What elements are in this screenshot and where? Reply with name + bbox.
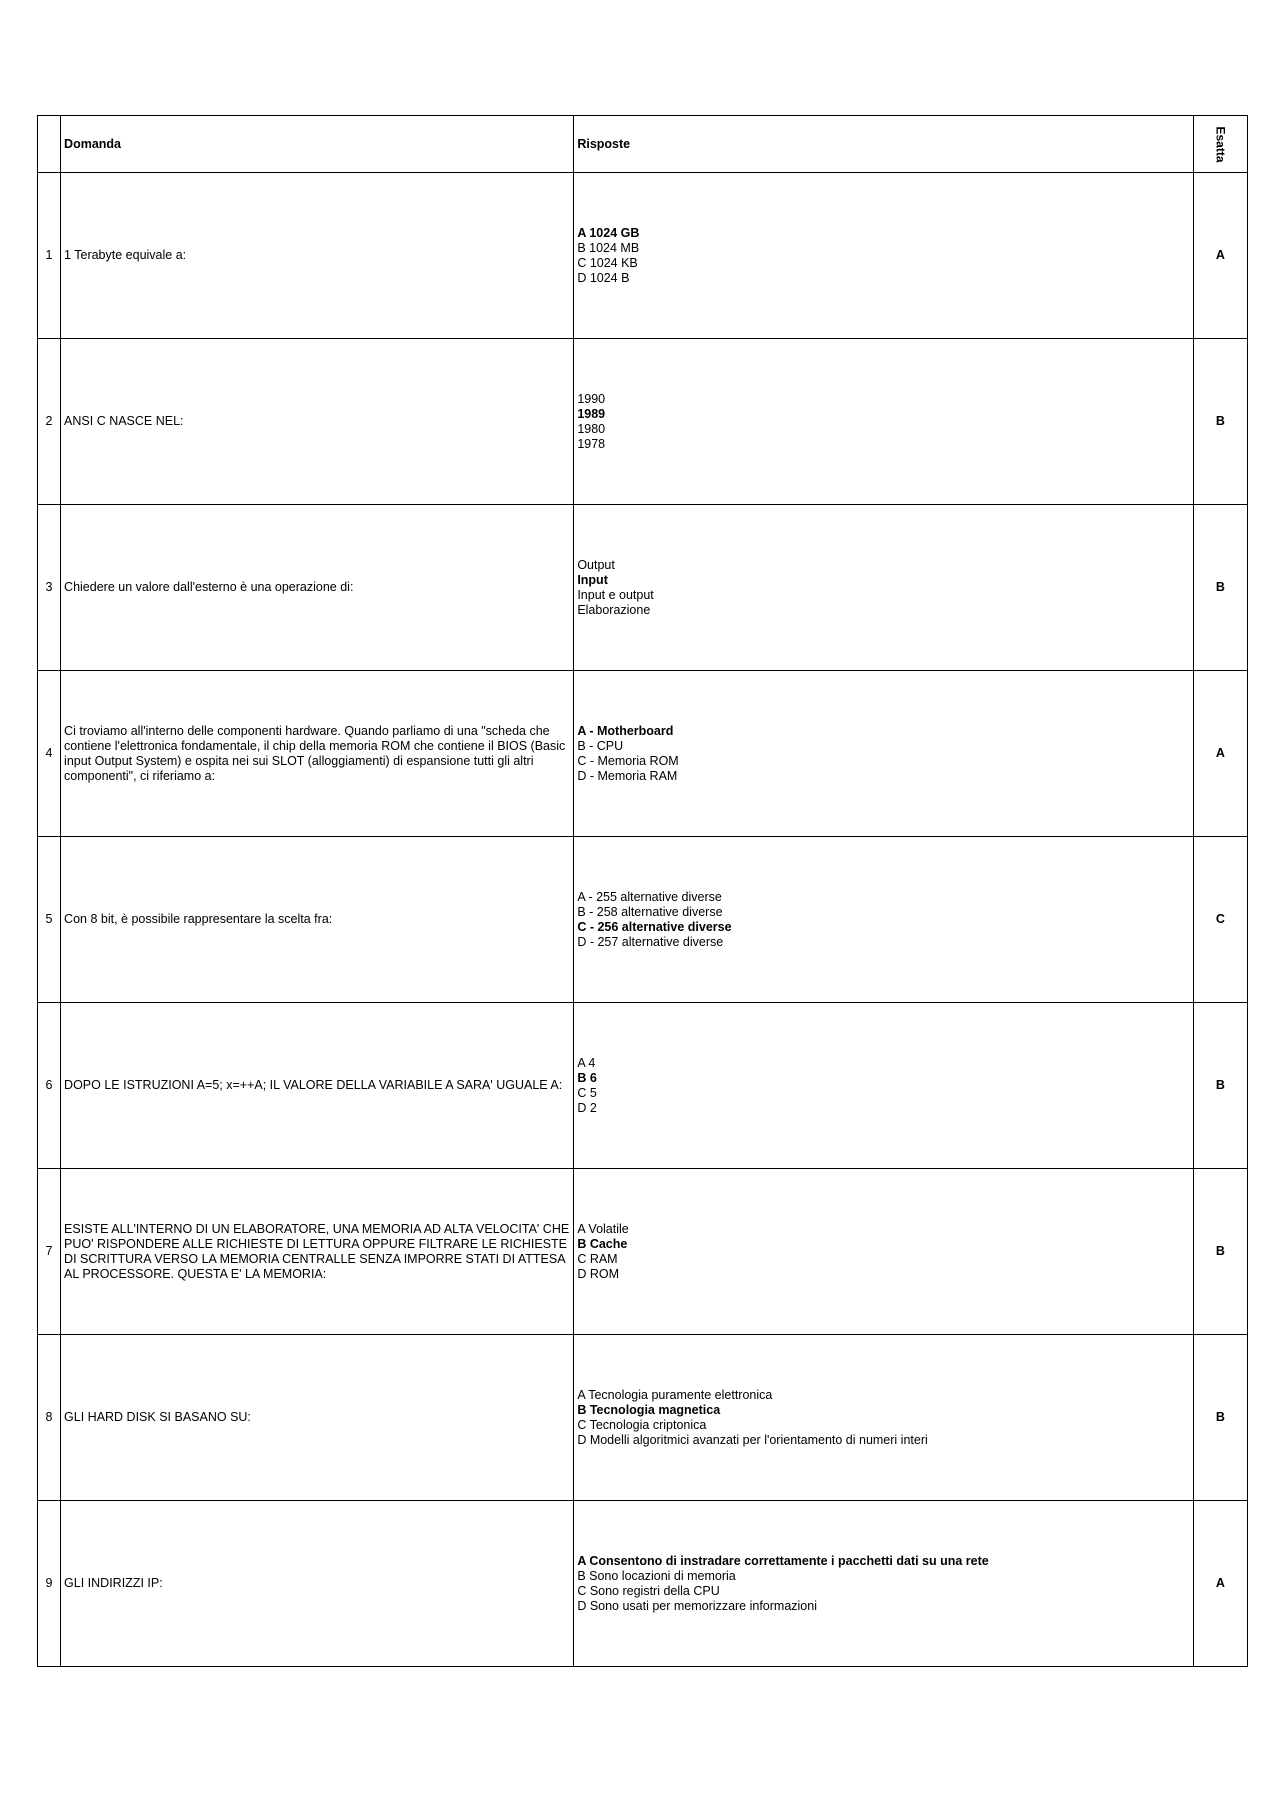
correct-answer: B <box>1193 1169 1247 1335</box>
question-text: ANSI C NASCE NEL: <box>61 339 574 505</box>
row-number: 7 <box>38 1169 61 1335</box>
answer-option: B - 258 alternative diverse <box>577 904 723 919</box>
correct-answer: B <box>1193 505 1247 671</box>
table-row <box>38 1335 1248 1501</box>
answer-option: C - Memoria ROM <box>577 753 679 768</box>
answer-option-correct: Input <box>577 572 608 587</box>
answer-option-correct: C - 256 alternative diverse <box>577 919 732 934</box>
quiz-table <box>37 115 1248 1667</box>
header-row <box>38 116 1248 173</box>
answer-option: 1980 <box>577 421 606 436</box>
header-answers: Risposte <box>574 116 1194 173</box>
answer-option-correct: B Tecnologia magnetica <box>577 1402 721 1417</box>
correct-answer: B <box>1193 1335 1247 1501</box>
table-row <box>38 1169 1248 1335</box>
correct-answer: A <box>1193 173 1247 339</box>
answer-option-correct: B 6 <box>577 1070 597 1085</box>
table-row <box>38 339 1248 505</box>
correct-answer: A <box>1193 1501 1247 1667</box>
table-row <box>38 1003 1248 1169</box>
row-number: 3 <box>38 505 61 671</box>
header-correct-cell <box>1193 116 1247 173</box>
answer-options <box>574 837 1194 1003</box>
answer-options <box>574 671 1194 837</box>
answer-options <box>574 1501 1194 1667</box>
row-number: 4 <box>38 671 61 837</box>
correct-answer: A <box>1193 671 1247 837</box>
answer-options <box>574 1003 1194 1169</box>
table-row <box>38 671 1248 837</box>
row-number: 6 <box>38 1003 61 1169</box>
answer-option: Elaborazione <box>577 602 651 617</box>
answer-option-correct: B Cache <box>577 1236 628 1251</box>
row-number: 2 <box>38 339 61 505</box>
answer-option: 1978 <box>577 436 606 451</box>
row-number: 5 <box>38 837 61 1003</box>
question-text: 1 Terabyte equivale a: <box>61 173 574 339</box>
correct-answer: B <box>1193 1003 1247 1169</box>
answer-option: D ROM <box>577 1266 619 1281</box>
answer-option: B 1024 MB <box>577 240 640 255</box>
question-text: Ci troviamo all'interno delle componenti hardware. Quando parliamo di una "scheda che contiene l'elettronica fondamentale, il chip della memoria ROM che contiene il BIOS (Basic input Output System) e ospita nei sui SLOT (alloggiamenti) di espansione tutti gli altri componenti", ci riferiamo a: <box>61 671 574 837</box>
question-text: Chiedere un valore dall'esterno è una operazione di: <box>61 505 574 671</box>
answer-options <box>574 1169 1194 1335</box>
answer-option-correct: A Consentono di instradare correttamente i pacchetti dati su una rete <box>577 1553 989 1568</box>
header-number-cell <box>38 116 61 173</box>
row-number: 1 <box>38 173 61 339</box>
row-number: 8 <box>38 1335 61 1501</box>
answer-option: Output <box>577 557 615 572</box>
answer-options <box>574 505 1194 671</box>
header-correct: Esatta <box>1213 125 1228 163</box>
answer-option: D 1024 B <box>577 270 630 285</box>
question-text: GLI HARD DISK SI BASANO SU: <box>61 1335 574 1501</box>
answer-option: B - CPU <box>577 738 624 753</box>
quiz-table-body <box>38 116 1248 1667</box>
answer-option: C 5 <box>577 1085 597 1100</box>
answer-option: D - Memoria RAM <box>577 768 678 783</box>
answer-option: D Sono usati per memorizzare informazioni <box>577 1598 817 1613</box>
table-row <box>38 837 1248 1003</box>
answer-option-correct: A 1024 GB <box>577 225 640 240</box>
answer-option: A Tecnologia puramente elettronica <box>577 1387 773 1402</box>
table-row <box>38 505 1248 671</box>
question-text: ESISTE ALL'INTERNO DI UN ELABORATORE, UNA MEMORIA AD ALTA VELOCITA' CHE PUO' RISPONDERE ALLE RICHIESTE DI LETTURA OPPURE FILTRARE LE RICHIESTE DI SCRITTURA VERSO LA MEMORIA CENTRALLE SENZA IMPORRE STATI DI ATTESA AL PROCESSORE. QUESTA E' LA MEMORIA: <box>61 1169 574 1335</box>
answer-option: B Sono locazioni di memoria <box>577 1568 736 1583</box>
answer-option: D - 257 alternative diverse <box>577 934 724 949</box>
answer-option: D Modelli algoritmici avanzati per l'orientamento di numeri interi <box>577 1432 928 1447</box>
answer-option: C Tecnologia criptonica <box>577 1417 707 1432</box>
table-row <box>38 1501 1248 1667</box>
answer-option: C 1024 KB <box>577 255 638 270</box>
answer-options <box>574 1335 1194 1501</box>
answer-option-correct: A - Motherboard <box>577 723 674 738</box>
question-text: Con 8 bit, è possibile rappresentare la scelta fra: <box>61 837 574 1003</box>
answer-options <box>574 339 1194 505</box>
answer-option: A Volatile <box>577 1221 629 1236</box>
row-number: 9 <box>38 1501 61 1667</box>
question-text: GLI INDIRIZZI IP: <box>61 1501 574 1667</box>
header-question: Domanda <box>61 116 574 173</box>
answer-option: C RAM <box>577 1251 618 1266</box>
correct-answer: C <box>1193 837 1247 1003</box>
answer-options <box>574 173 1194 339</box>
answer-option: A 4 <box>577 1055 596 1070</box>
answer-option-correct: 1989 <box>577 406 606 421</box>
question-text: DOPO LE ISTRUZIONI A=5; x=++A; IL VALORE DELLA VARIABILE A SARA' UGUALE A: <box>61 1003 574 1169</box>
answer-option: D 2 <box>577 1100 597 1115</box>
answer-option: 1990 <box>577 391 606 406</box>
answer-option: A - 255 alternative diverse <box>577 889 722 904</box>
correct-answer: B <box>1193 339 1247 505</box>
answer-option: Input e output <box>577 587 654 602</box>
answer-option: C Sono registri della CPU <box>577 1583 720 1598</box>
table-row <box>38 173 1248 339</box>
